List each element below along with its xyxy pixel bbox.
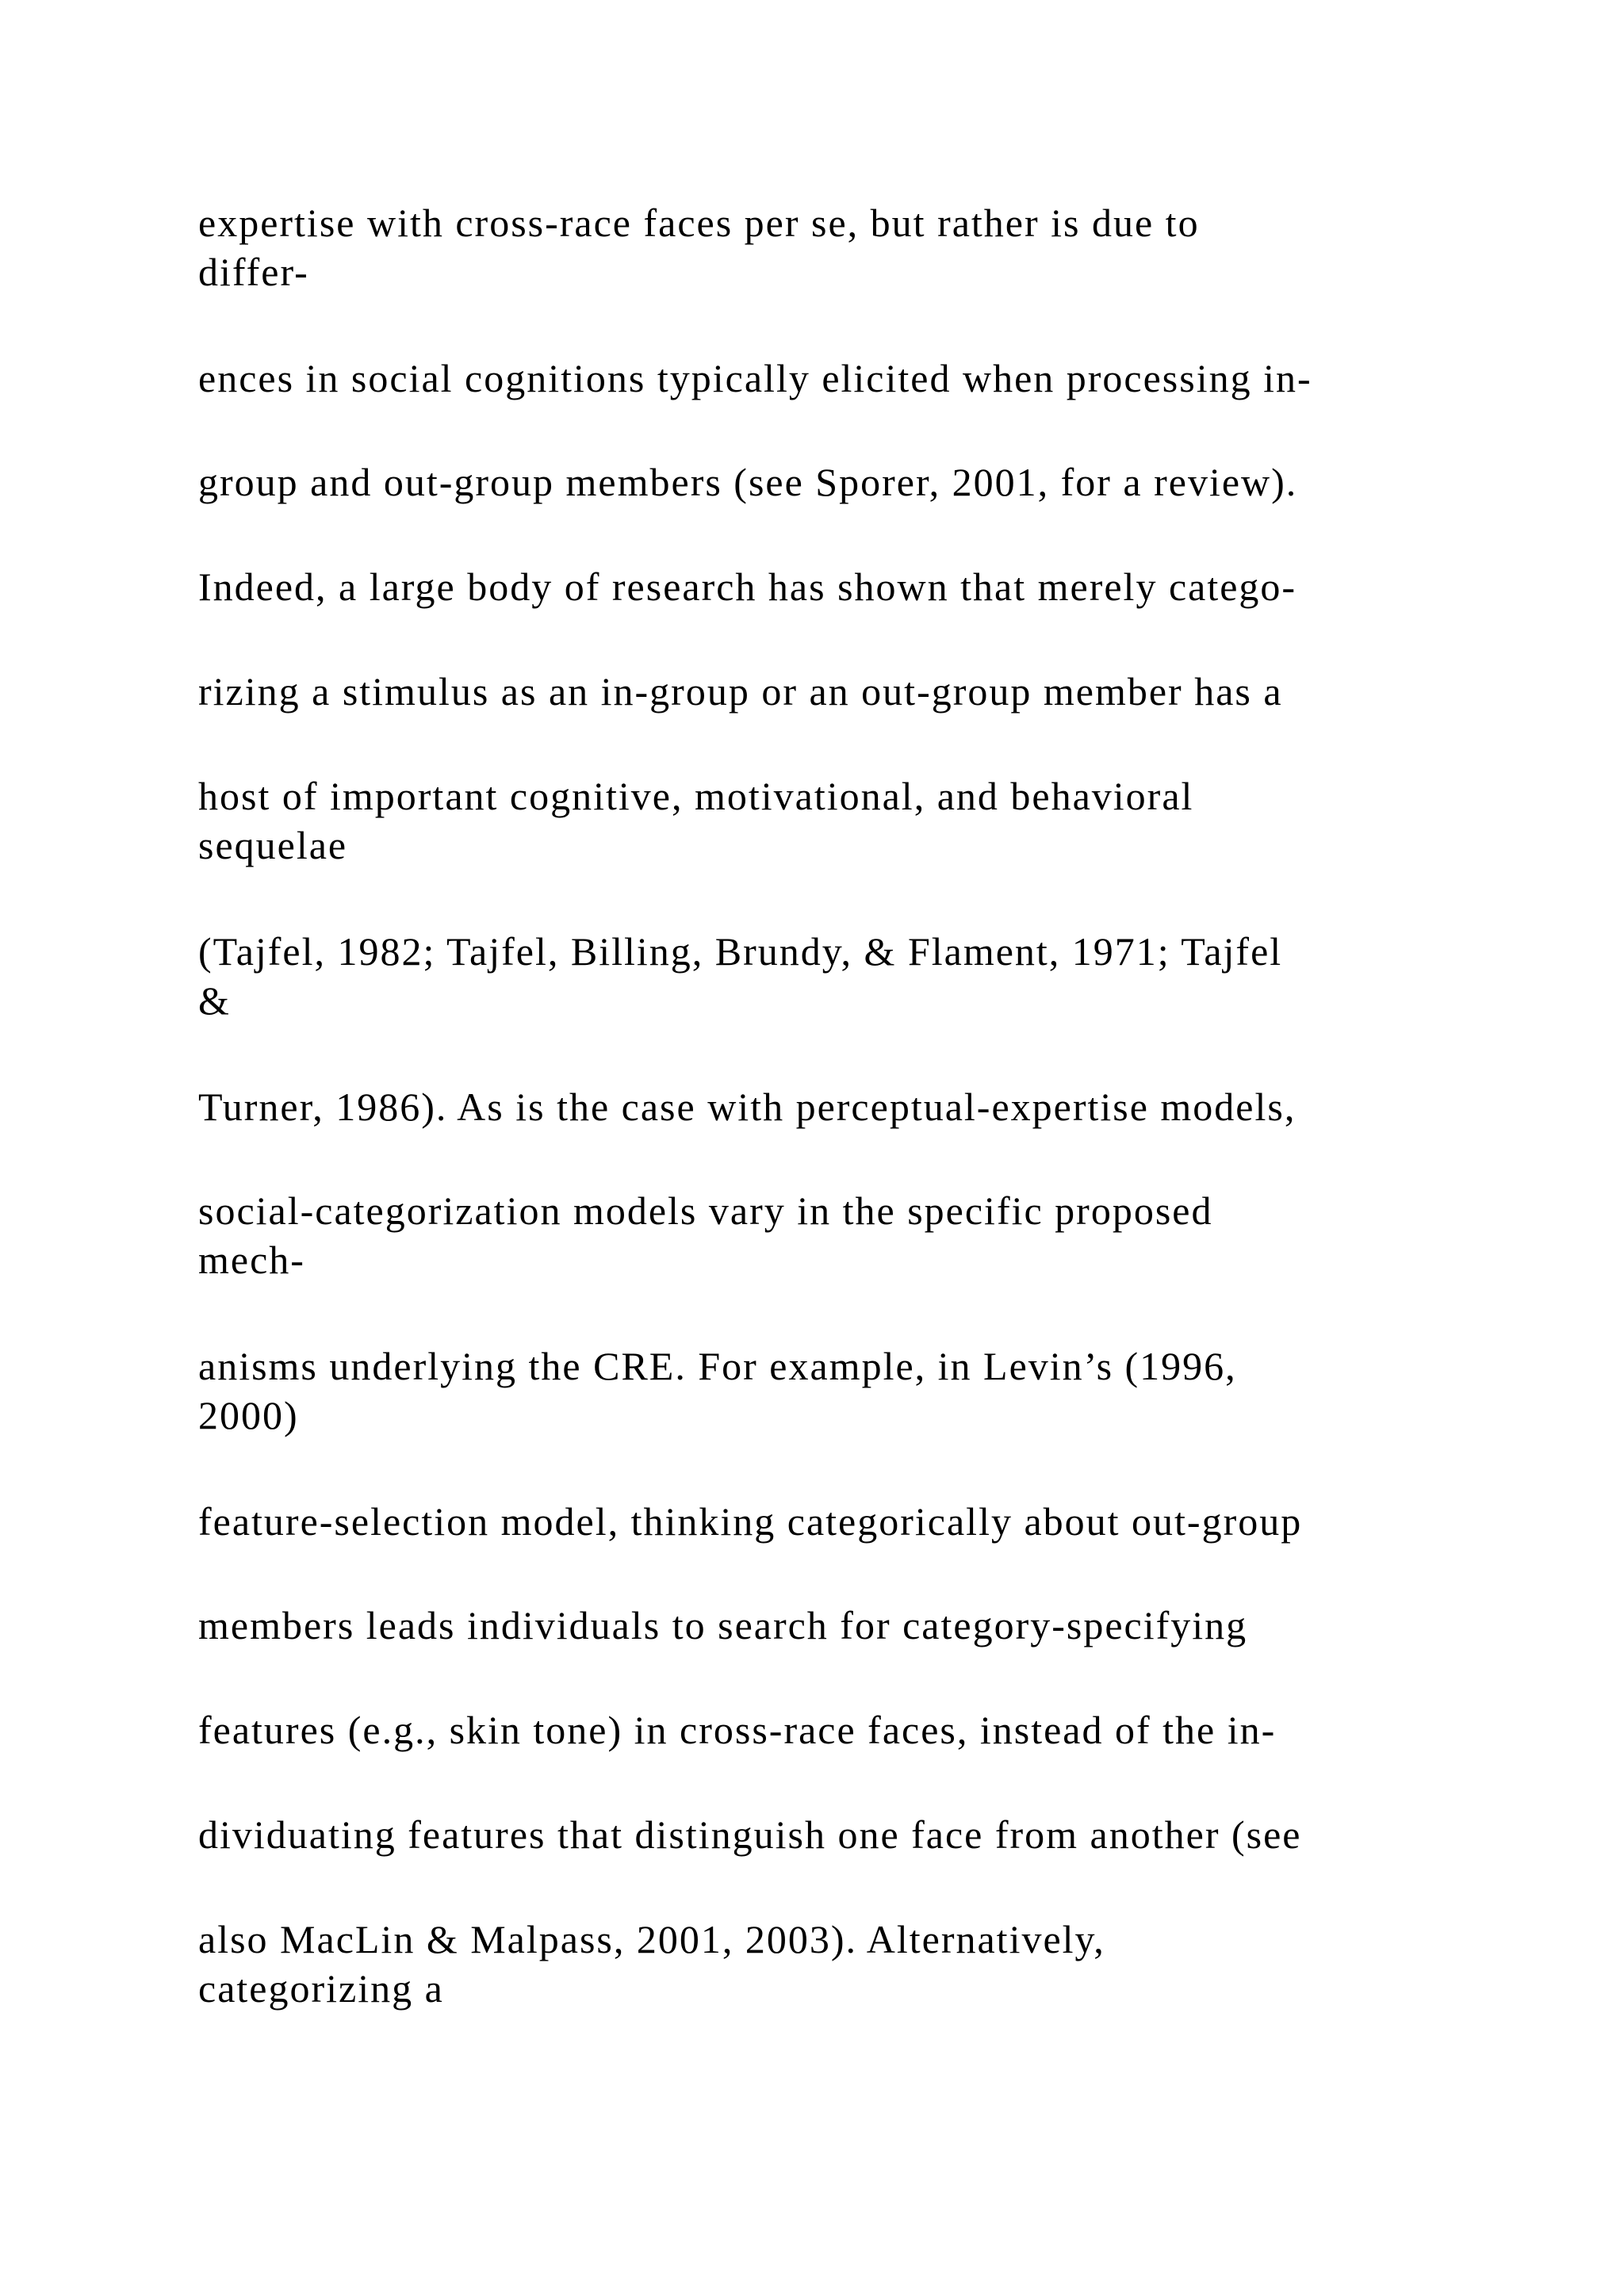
text-line: group and out-group members (see Sporer, 2001, for a review).: [198, 460, 1298, 504]
text-line: also MacLin & Malpass, 2001, 2003). Alternatively,: [198, 1917, 1105, 1961]
text-line: 2000): [198, 1393, 299, 1437]
text-line: host of important cognitive, motivational, and behavioral: [198, 774, 1194, 818]
text-line: expertise with cross-race faces per se, but rather is due to: [198, 201, 1200, 245]
text-line: feature-selection model, thinking categorically about out-group: [198, 1499, 1303, 1544]
text-line: anisms underlying the CRE. For example, in Levin’s (1996,: [198, 1344, 1237, 1388]
text-line: categorizing a: [198, 1966, 444, 2011]
text-line: social-categorization models vary in the specific proposed: [198, 1188, 1213, 1233]
text-line: features (e.g., skin tone) in cross-race faces, instead of the in-: [198, 1708, 1277, 1752]
text-line: &: [198, 978, 231, 1023]
text-line: (Tajfel, 1982; Tajfel, Billing, Brundy, & Flament, 1971; Tajfel: [198, 929, 1283, 974]
text-line: dividuating features that distinguish one face from another (see: [198, 1812, 1302, 1857]
text-line: Turner, 1986). As is the case with perceptual-expertise models,: [198, 1085, 1297, 1129]
text-line: members leads individuals to search for category-specifying: [198, 1603, 1248, 1647]
text-line: Indeed, a large body of research has shown that merely catego-: [198, 564, 1297, 609]
text-line: sequelae: [198, 823, 348, 867]
text-line: differ-: [198, 250, 309, 294]
text-line: ences in social cognitions typically elicited when processing in-: [198, 356, 1312, 400]
text-line: rizing a stimulus as an in-group or an out-group member has a: [198, 669, 1283, 714]
text-line: mech-: [198, 1238, 305, 1282]
